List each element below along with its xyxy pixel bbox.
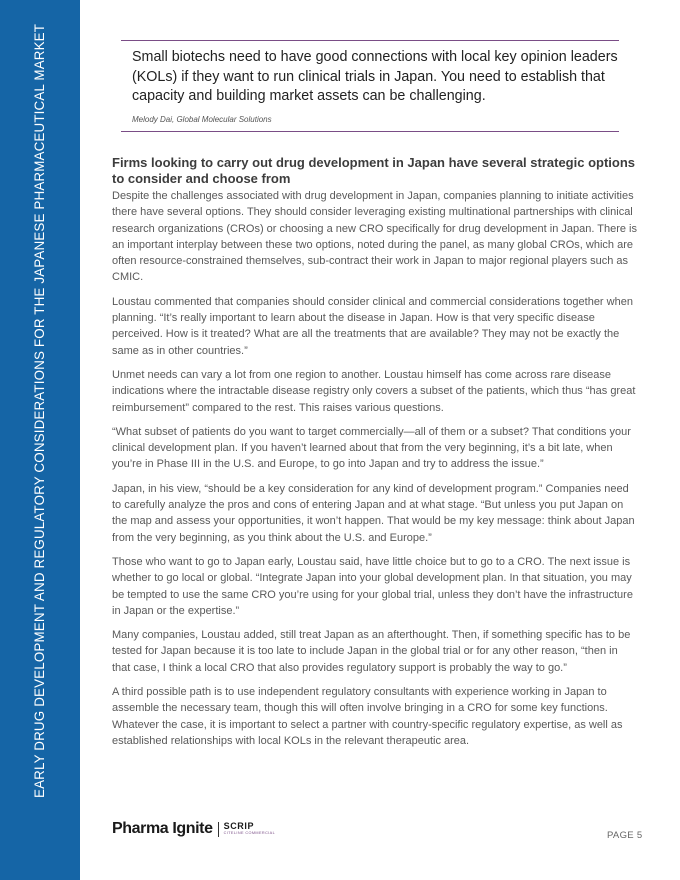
paragraph: “What subset of patients do you want to target commercially—all of them or a subset? That conditions your clinical development plan. If you haven’t learned about that from the very beginning, it’s a bit late, when you’re in Phase III in the U.S. and Europe, to go into Japan and try to address the issue.”	[112, 425, 631, 471]
section-heading: Firms looking to carry out drug development in Japan have several strategic options to consider and choose from	[112, 155, 636, 186]
article-body	[112, 155, 639, 757]
paragraph: Unmet needs can vary a lot from one region to another. Loustau himself has come across rare disease indications where the intractable disease registry only covers a subset of the patients, which thus “has great reimbursement” compared to the rest. This raises various questions.	[112, 368, 636, 414]
pull-quote-text: Small biotechs need to have good connections with local key opinion leaders (KOLs) if they want to run clinical trials in Japan. You need to establish that capacity and building market assets can be challenging.	[132, 49, 618, 104]
pull-quote	[121, 40, 619, 132]
pharma-ignite-scrip-logo	[112, 820, 275, 838]
commercial-text: COMMERCIAL	[245, 831, 276, 835]
running-title: EARLY DRUG DEVELOPMENT AND REGULATORY CONSIDERATIONS FOR THE JAPANESE PHARMACEUTICAL MARKET	[32, 23, 47, 798]
paragraph: Many companies, Loustau added, still treat Japan as an afterthought. Then, if something specific has to be tested for Japan because it is too late to include Japan in the global trial or for any other reason, “then in that case, I think a local CRO that also provides regulatory support is probably the way to go.”	[112, 629, 631, 674]
sidebar	[0, 0, 80, 880]
paragraph: Loustau commented that companies should consider clinical and commercial considerations together when planning. “It’s really important to learn about the disease in Japan. How is that very specific disease perceived. How is it treated? What are all the treatments that are available? They may not be exactly the same as in other countries.”	[112, 295, 633, 357]
scrip-tagline	[224, 831, 276, 836]
paragraph: Japan, in his view, “should be a key consideration for any kind of development program.” Companies need to carefully analyze the pros and cons of entering Japan and at what stage. “But unless you put Japan on the map and assess your opportunities, it won’t happen. That would be my key message: think about Japan from the very beginning, as you think about the U.S. and Europe.”	[112, 482, 635, 544]
pull-quote-attribution: Melody Dai, Global Molecular Solutions	[132, 114, 272, 124]
paragraph: Those who want to go to Japan early, Loustau said, have little choice but to go to a CRO. The next issue is whether to go local or global. “Integrate Japan into your global development plan. In that situation, you may be tempted to use the same CRO you’re using for your global trial, unless they don’t have the infrastructure in Japan or the expertise.”	[112, 555, 633, 617]
page-number: PAGE 5	[607, 830, 643, 841]
scrip-wordmark: SCRIP	[223, 821, 255, 831]
paragraph: A third possible path is to use independent regulatory consultants with experience working in Japan to assemble the necessary team, though this will often involve bringing in a CRO for some key functions. Whatever the case, it is important to select a partner with country-specific regulatory expertise, as well as established relationships with local KOLs in the relevant therapeutic area.	[112, 686, 623, 747]
logo-pharma: Pharma	[112, 820, 169, 837]
paragraph: Despite the challenges associated with drug development in Japan, companies planning to initiate activities there have several options. They should consider leveraging existing multinational partnerships with clinical research organizations (CROs) or choosing a new CRO specifically for drug development in Japan. There is an important interplay between these two options, noted during the panel, as many global CROs, which are often resource-constrained themselves, sub-contract their work in Japan to major regional players such as CMIC.	[112, 190, 637, 284]
logo-divider	[218, 822, 219, 837]
logo-ignite: Ignite	[172, 820, 213, 837]
citeline-text: CITELINE	[223, 831, 244, 835]
logo-wordmark	[112, 820, 213, 838]
scrip-logo	[224, 822, 276, 836]
